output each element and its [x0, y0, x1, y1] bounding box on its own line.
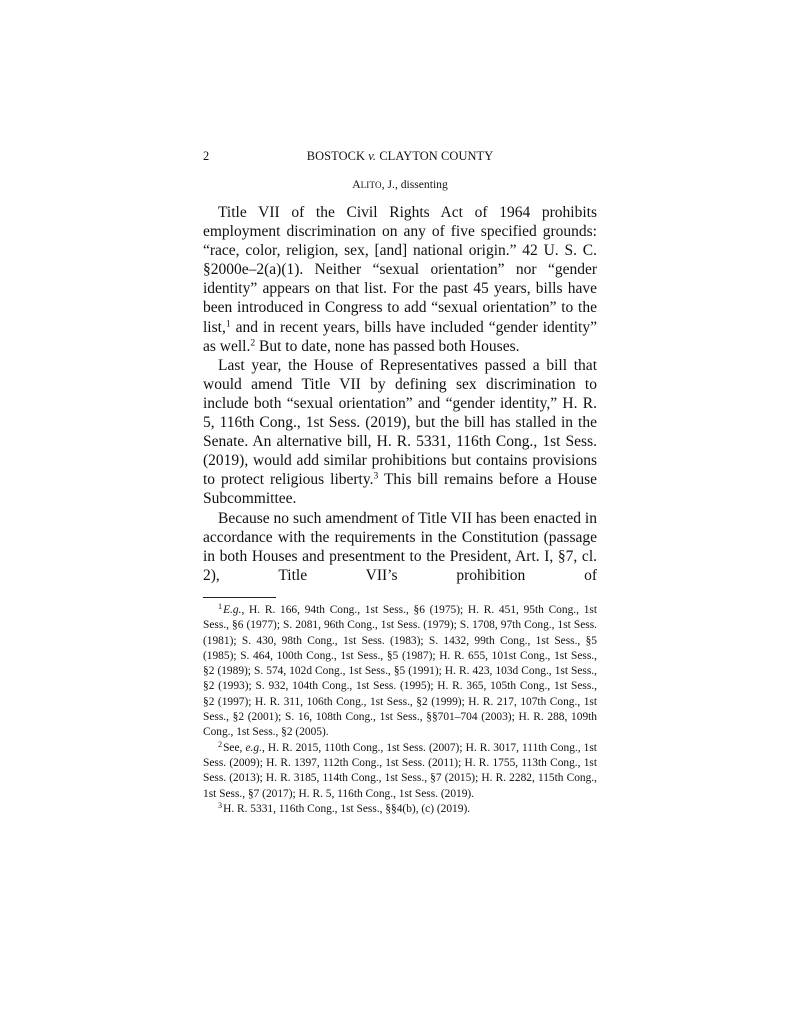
author-line — [203, 176, 597, 194]
paragraph-1-part-a: Title VII of the Civil Rights Act of 1964 prohibits employment discrimination on any of five specified grounds: “race, color, religion, sex, [and] national origin.” 42 U. S. C. §2000e–2(a)(1). Neither “sexual orientation” nor “gender identity” appears on that list. For the past 45 years, bills have been introduced in Congress to add “sexual orientation” to the list, — [203, 204, 597, 336]
opinion-body — [203, 203, 597, 585]
footnote-2-eg: e.g. — [245, 741, 262, 754]
paragraph-3: Because no such amendment of Title VII has been enacted in accordance with the requirements in the Constitution (passage in both Houses and presentment to the President, Art. I, §7, cl. 2), Title VII’s prohibition of — [203, 509, 597, 584]
footnote-3 — [203, 802, 597, 817]
footnote-divider — [203, 597, 276, 598]
author-suffix: , J., dissenting — [381, 178, 448, 191]
footnote-2-mark: 2 — [218, 739, 223, 749]
footnote-3-mark: 3 — [218, 801, 223, 811]
footnotes — [203, 603, 597, 817]
footnote-2-text: , H. R. 2015, 110th Cong., 1st Sess. (2007); H. R. 3017, 111th Cong., 1st Sess. (2009); H. R. 1397, 112th Cong., 1st Sess. (2011); H. R. 1755, 113th Cong., 1st Sess. (2013); H. R. 3185, 114th Cong., 1st Sess., §7 (2015); H. R. 2282, 115th Cong., 1st Sess., §7 (2017); H. R. 5, 116th Cong., 1st Sess. (2019). — [203, 741, 597, 800]
case-title-right: CLAYTON COUNTY — [376, 149, 494, 163]
paragraph-2-part-b: This bill remains before a House Subcommittee. — [203, 471, 597, 508]
footnote-2-see: See, — [223, 741, 246, 754]
footnote-ref-1[interactable]: 1 — [225, 318, 231, 330]
running-header — [203, 146, 597, 166]
paragraph-1-part-b: and in recent years, bills have included “gender identity” as well. — [203, 318, 597, 355]
paragraph-2-part-a: Last year, the House of Representatives passed a bill that would amend Title VII by defining sex discrimination to include both “sexual orientation” and “gender identity,” H. R. 5, 116th Cong., 1st Sess. (2019), but the bill has stalled in the Senate. An alternative bill, H. R. 5331, 116th Cong., 1st Sess. (2019), would add similar prohibitions but contains provisions to protect religious liberty. — [203, 356, 597, 489]
paragraph-1-part-c: But to date, none has passed both Houses. — [255, 337, 520, 355]
footnote-1-mark: 1 — [218, 602, 223, 612]
case-title-versus: v. — [368, 149, 377, 163]
author-initial: A — [352, 178, 361, 191]
author-name-rest: LITO — [360, 180, 382, 190]
page-number: 2 — [203, 149, 210, 163]
footnote-1-eg: E.g. — [223, 604, 242, 616]
paragraph-2 — [203, 356, 597, 509]
case-title-left: BOSTOCK — [306, 149, 369, 163]
footnote-ref-3[interactable]: 3 — [373, 471, 379, 483]
footnote-1 — [203, 603, 597, 741]
paragraph-1 — [203, 203, 597, 356]
footnote-ref-2[interactable]: 2 — [250, 337, 256, 349]
footnote-2 — [203, 741, 597, 802]
case-title — [203, 146, 597, 166]
footnote-3-text: H. R. 5331, 116th Cong., 1st Sess., §§4(b), (c) (2019). — [223, 802, 471, 815]
footnote-1-text: , H. R. 166, 94th Cong., 1st Sess., §6 (1975); H. R. 451, 95th Cong., 1st Sess., §6 (1977); S. 2081, 96th Cong., 1st Sess. (1979); S. 1708, 97th Cong., 1st Sess. (1981); S. 430, 98th Cong., 1st Sess. (1983); S. 1432, 99th Cong., 1st Sess., §5 (1985); S. 464, 100th Cong., 1st Sess., §5 (1987); H. R. 655, 101st Cong., 1st Sess., §2 (1989); S. 574, 102d Cong., 1st Sess., §5 (1991); H. R. 423, 103d Cong., 1st Sess., §2 (1993); S. 932, 104th Cong., 1st Sess. (1995); H. R. 365, 105th Cong., 1st Sess., §2 (1997); H. R. 311, 106th Cong., 1st Sess., §2 (1999); H. R. 217, 107th Cong., 1st Sess., §2 (2001); S. 16, 108th Cong., 1st Sess., §§701–704 (2003); H. R. 288, 109th Cong., 1st Sess., §2 (2005). — [203, 604, 597, 739]
